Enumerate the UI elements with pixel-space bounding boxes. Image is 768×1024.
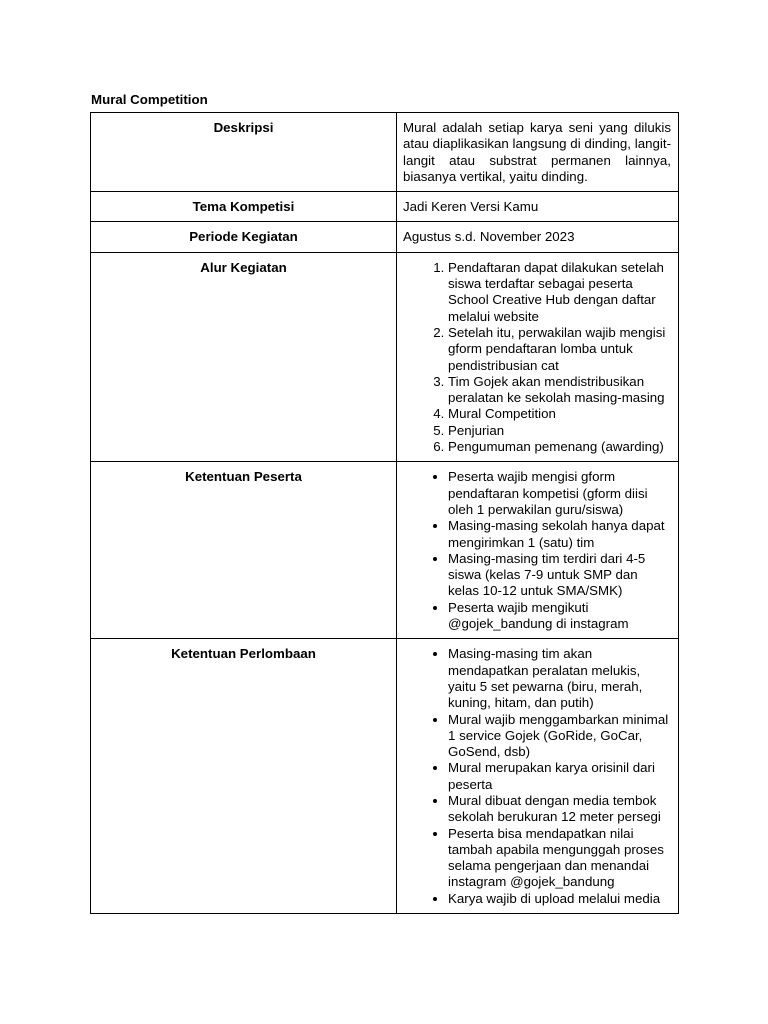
list-item: • Peserta wajib mengisi gform pendaftaran kompetisi (gform diisi oleh 1 perwakilan guru/siswa)	[448, 469, 671, 518]
list-item: 4. Mural Competition	[448, 406, 671, 422]
table-row-deskripsi	[91, 113, 679, 192]
competition-info-table	[90, 112, 679, 914]
list-item: • Masing-masing tim terdiri dari 4-5 siswa (kelas 7-9 untuk SMP dan kelas 10-12 untuk SMA/SMK)	[448, 551, 671, 600]
list-item: 1. Pendaftaran dapat dilakukan setelah siswa terdaftar sebagai peserta School Creative Hub dengan daftar melalui website	[448, 260, 671, 325]
row-value-tema: Jadi Keren Versi Kamu	[397, 192, 679, 222]
table-row-perlombaan	[91, 639, 679, 914]
row-label-alur: Alur Kegiatan	[91, 252, 397, 462]
table-row-tema	[91, 192, 679, 222]
list-item: 6. Pengumuman pemenang (awarding)	[448, 439, 671, 455]
list-item: • Mural wajib menggambarkan minimal 1 service Gojek (GoRide, GoCar, GoSend, dsb)	[448, 712, 671, 761]
row-value-periode: Agustus s.d. November 2023	[397, 222, 679, 252]
row-value-perlombaan	[397, 639, 679, 914]
row-label-peserta: Ketentuan Peserta	[91, 462, 397, 639]
table-row-peserta	[91, 462, 679, 639]
list-item: 2. Setelah itu, perwakilan wajib mengisi gform pendaftaran lomba untuk pendistribusian cat	[448, 325, 671, 374]
list-item: • Mural dibuat dengan media tembok sekolah berukuran 12 meter persegi	[448, 793, 671, 826]
row-label-perlombaan: Ketentuan Perlombaan	[91, 639, 397, 914]
list-item: 5. Penjurian	[448, 423, 671, 439]
row-label-tema: Tema Kompetisi	[91, 192, 397, 222]
row-label-deskripsi: Deskripsi	[91, 113, 397, 192]
peserta-rules-list	[403, 469, 671, 632]
list-item: • Peserta bisa mendapatkan nilai tambah apabila mengunggah proses selama pengerjaan dan menandai instagram @gojek_bandung	[448, 826, 671, 891]
list-item: • Masing-masing tim akan mendapatkan peralatan melukis, yaitu 5 set pewarna (biru, merah, kuning, hitam, dan putih)	[448, 646, 671, 711]
row-label-periode: Periode Kegiatan	[91, 222, 397, 252]
list-item: • Mural merupakan karya orisinil dari peserta	[448, 760, 671, 793]
list-item: • Peserta wajib mengikuti @gojek_bandung di instagram	[448, 600, 671, 633]
row-value-alur	[397, 252, 679, 462]
row-value-peserta	[397, 462, 679, 639]
list-item: 3. Tim Gojek akan mendistribusikan peralatan ke sekolah masing-masing	[448, 374, 671, 407]
list-item: • Masing-masing sekolah hanya dapat mengirimkan 1 (satu) tim	[448, 518, 671, 551]
alur-steps-list	[403, 260, 671, 456]
list-item: • Karya wajib di upload melalui media	[448, 891, 671, 907]
table-row-periode	[91, 222, 679, 252]
table-row-alur	[91, 252, 679, 462]
perlombaan-rules-list	[403, 646, 671, 907]
row-value-deskripsi: Mural adalah setiap karya seni yang dilukis atau diaplikasikan langsung di dinding, langit-langit atau substrat permanen lainnya, biasanya vertikal, yaitu dinding.	[397, 113, 679, 192]
document-title: Mural Competition	[91, 92, 208, 107]
